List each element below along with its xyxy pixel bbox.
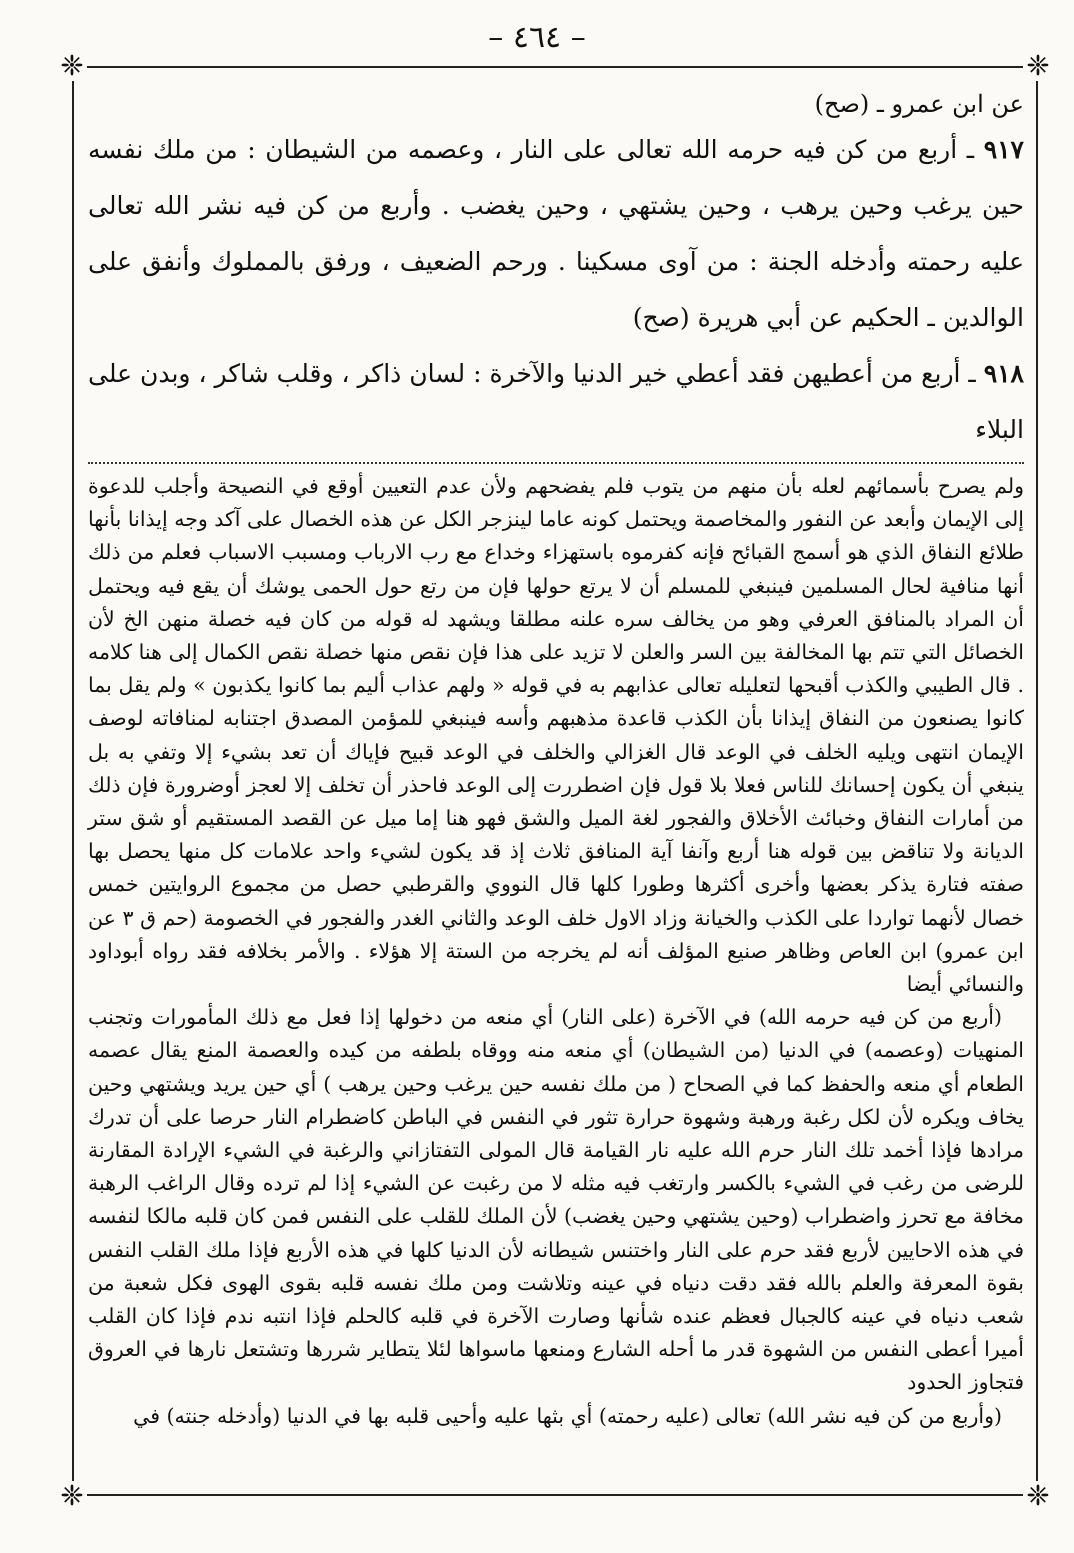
hadith-text: ـ أربع من أعطيهن فقد أعطي خير الدنيا والآخرة : لسان ذاكر ، وقلب شاكر ، وبدن على البلاء (88, 359, 1024, 444)
corner-ornament-icon: ❈ (1023, 1481, 1053, 1511)
commentary-section (88, 470, 1024, 1433)
hadith-section (88, 86, 1024, 458)
hadith-917 (88, 122, 1024, 346)
commentary-paragraph: (أربع من كن فيه حرمه الله) في الآخرة (على النار) أي منعه من دخولها إذا فعل مع ذلك المأمورات وتجنب المنهيات (وعصمه) في الدنيا (من الشيطان) أي منعه منه ووقاه بلطفه من كيده والعصمة المنع يقال عصمه الطعام أي منعه والحفظ كما في الصحاح ( من ملك نفسه حين يرغب وحين يرهب ) أي حين يريد ويشتهي وحين يخاف ويكره لأن لكل رغبة ورهبة وشهوة حرارة تثور في النفس في الباطن كاضطرام النار حرصا على أن تدرك مرادها فإذا أخمد تلك النار حرم الله عليه نار القيامة قال المولى التفتازاني والرغبة في الشيء الإرادة المقارنة للرضى من رغب في الشيء بالكسر وارتغب فيه مثله لا من رغبت عن الشيء إذا لم ترده وقال الراغب الرهبة مخافة مع تحرز واضطراب (وحين يشتهي وحين يغضب) لأن الملك للقلب على النفس فمن كان قلبه مالكا لنفسه في هذه الاحايين لأربع فقد حرم على النار واختنس شيطانه لأن الدنيا كلها في هذه الأربع فإذا ملك القلب النفس بقوة المعرفة والعلم بالله فقد دقت دنياه في عينه وتلاشت ومن ملك نفسه قلبه بقوى الهوى فكل شعبة من شعب دنياه في عينه كالجبال فعظم عنده شأنها وصارت الآخرة في قلبه كالحلم فإذا انتبه ندم فإذا كان القلب أميرا أعطى النفس من الشهوة قدر ما أحله الشارع ومنعها ماسواها لئلا يتطاير شررها وتشتعل نارها في العروق فتجاوز الحدود (88, 1005, 1024, 1395)
page-content (88, 86, 1024, 1486)
corner-ornament-icon: ❈ (57, 1481, 87, 1511)
hadith-text: ـ أربع من كن فيه حرمه الله تعالى على النار ، وعصمه من الشيطان : من ملك نفسه حين يرغب وحين يرهب ، وحين يشتهي ، وحين يغضب . وأربع من كن فيه نشر الله تعالى عليه رحمته وأدخله الجنة : من آوى مسكينا . ورحم الضعيف ، ورفق بالمملوك وأنفق على الوالدين ـ الحكيم عن أبي هريرة (صح) (88, 135, 1024, 332)
previous-hadith-tail: عن ابن عمرو ـ (صح) (814, 90, 1024, 118)
dotted-divider (88, 462, 1024, 464)
commentary-paragraph: (وأربع من كن فيه نشر الله) تعالى (عليه رحمته) أي بثها عليه وأحيى قلبه بها في الدنيا (وأدخله جنته) في (133, 1403, 1002, 1428)
hadith-number: ٩١٨ (983, 359, 1024, 388)
corner-ornament-icon: ❈ (1023, 51, 1053, 81)
corner-ornament-icon: ❈ (57, 51, 87, 81)
hadith-918 (88, 346, 1024, 458)
hadith-number: ٩١٧ (983, 135, 1024, 164)
page-number: – ٤٦٤ – (488, 20, 586, 55)
commentary-paragraph: ولم يصرح بأسمائهم لعله بأن منهم من يتوب فلم يفضحهم ولأن عدم التعيين أوقع في النصيحة وأجلب للدعوة إلى الإيمان وأبعد عن النفور والمخاصمة ويحتمل كونه عاما لينزجر الكل عن هذه الخصال على آكد وجه إيذانا بأنها طلائع النفاق الذي هو أسمج القبائح فإنه كفرموه باستهزاء وخداع مع رب الارباب ومسبب الاسباب فعلم من ذلك أنها منافية لحال المسلمين فينبغي للمسلم أن لا يرتع حولها فإن من رتع حول الحمى يوشك أن يقع فيه ويحتمل أن المراد بالمنافق العرفي وهو من يخالف سره علنه مطلقا ويشهد له قوله من كان فيه خصلة منهن الخ لأن الخصائل التي تتم بها المخالفة بين السر والعلن لا تزيد على هذا فإن نقص منها خصلة نقص الكمال إلى هنا كلامه . قال الطيبي والكذب أقبحها لتعليله تعالى عذابهم به في قوله « ولهم عذاب أليم بما كانوا يكذبون » ولم يقل بما كانوا يصنعون من النفاق إيذانا بأن الكذب قاعدة مذهبهم وأسه فينبغي للمؤمن المصدق اجتنابه لمنافاته لوصف الإيمان انتهى ويليه الخلف في الوعد قال الغزالي والخلف في الوعد قبيح فإياك أن تعد بشيء إلا وتفي به بل ينبغي أن يكون إحسانك للناس فعلا بلا قول فإن اضطررت إلى الوعد فاحذر أن تخلف إلا لعجز أوضرورة فإن ذلك من أمارات النفاق وخبائث الأخلاق والفجور لغة الميل والشق فهو هنا إما ميل عن القصد المستقيم أو شق ستر الديانة ولا تناقض بين قوله هنا أربع وآنفا آية المنافق ثلاث إذ قد يكون لشيء واحد علامات كل منها يحصل بها صفته فتارة يذكر بعضها وأخرى أكثرها وطورا كلها قال النووي والقرطبي حصل من مجموع الروايتين خمس خصال لأنهما تواردا على الكذب والخيانة وزاد الاول خلف الوعد والثاني الغدر والفجور في الخصومة (حم ق ٣ عن ابن عمرو) ابن العاص وظاهر صنيع المؤلف أنه لم يخرجه من الستة إلا هؤلاء . والأمر بخلافه فقد رواه أبوداود والنسائي أيضا (88, 474, 1025, 997)
